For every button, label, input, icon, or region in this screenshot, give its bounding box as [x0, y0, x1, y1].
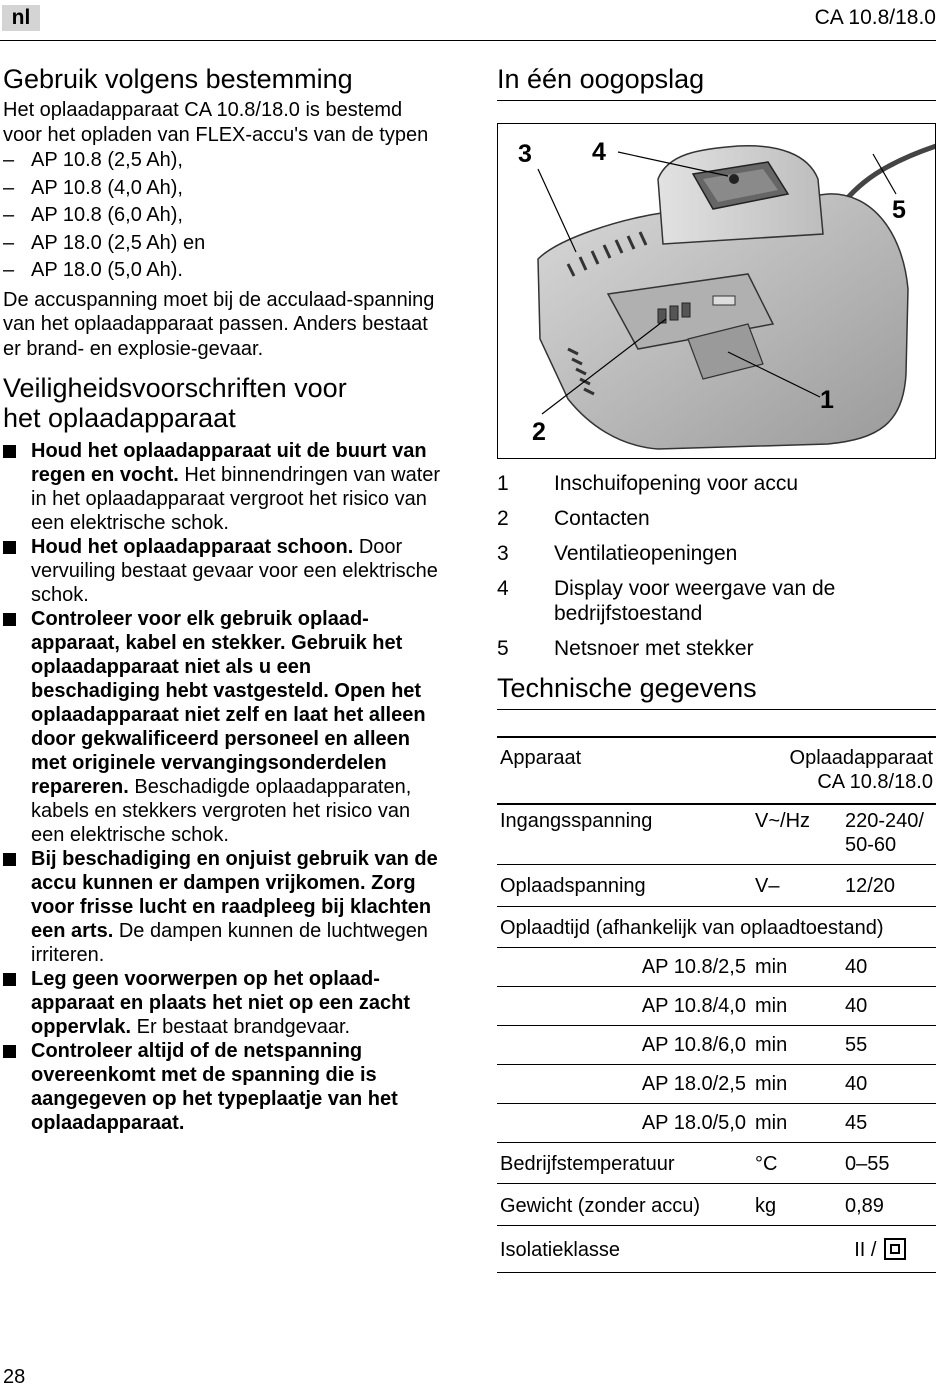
intended-use-intro: Het oplaadapparaat CA 10.8/18.0 is bestemd voor het opladen van FLEX-accu's van de typen	[3, 99, 429, 146]
table-row: Oplaadtijd (afhankelijk van oplaadtoestand)	[497, 907, 936, 948]
safety-item: Leg geen voorwerpen op het oplaad-apparaat en plaats het niet op een zacht oppervlak. Er bestaat brandgevaar.	[3, 967, 443, 1039]
head-label: Apparaat	[497, 737, 752, 804]
safety-item: Controleer altijd of de netspanning overeenkomt met de spanning die is aangegeven op het typeplaatje van het oplaadapparaat.	[3, 1039, 443, 1135]
legend-item: 4 Display voor weergave van de bedrijfstoestand	[497, 577, 836, 625]
table-row: AP 10.8/4,0 min 40	[497, 987, 936, 1026]
legend-item: 1 Inschuifopening voor accu	[497, 472, 798, 495]
table-row	[497, 737, 936, 804]
table-row: Oplaadspanning V– 12/20	[497, 865, 936, 907]
header-rule	[0, 40, 936, 41]
callout-5: 5	[892, 196, 906, 224]
list-item: – AP 18.0 (5,0 Ah).	[3, 257, 443, 285]
list-item: – AP 18.0 (2,5 Ah) en	[3, 230, 443, 258]
tech-title: Technische gegevens	[497, 671, 936, 710]
charger-drawing	[498, 124, 936, 459]
language-badge: nl	[2, 5, 40, 31]
bullet-square-icon	[3, 541, 16, 554]
list-item: – AP 10.8 (2,5 Ah),	[3, 147, 443, 175]
double-insulation-icon	[884, 1238, 906, 1260]
intended-use-title: Gebruik volgens bestemming	[3, 64, 353, 94]
bullet-square-icon	[3, 613, 16, 626]
bullet-square-icon	[3, 1045, 16, 1058]
table-row: Bedrijfstemperatuur °C 0–55	[497, 1143, 936, 1184]
voltage-note: De accuspanning moet bij de acculaad-spanning van het oplaadapparaat passen. Anders bestaat er brand- en explosie-gevaar.	[3, 288, 435, 360]
safety-item: Houd het oplaadapparaat uit de buurt van regen en vocht. Het binnendringen van water in het oplaadapparaat vergroot het risico van een elektrische schok.	[3, 439, 443, 535]
table-row: AP 18.0/5,0 min 45	[497, 1104, 936, 1143]
safety-list	[3, 439, 443, 1135]
page-number: 28	[3, 1366, 26, 1388]
document-id: CA 10.8/18.0	[814, 6, 936, 29]
table-row: AP 10.8/2,5 min 40	[497, 948, 936, 987]
insulation-value: II /	[854, 1239, 877, 1261]
safety-item: Controleer voor elk gebruik oplaad-apparaat, kabel en stekker. Gebruik het oplaadapparaat niet als u een beschadiging hebt vastgesteld. Open het oplaadapparaat niet zelf en laat het alleen door gekwalificeerd personeel en alleen met originele vervangingsonderdelen repareren. Beschadigde oplaadapparaten, kabels en stekkers vergroten het risico van een elektrische schok.	[3, 607, 443, 847]
left-column	[3, 62, 443, 1135]
list-item: – AP 10.8 (6,0 Ah),	[3, 202, 443, 230]
tech-table	[497, 736, 936, 1273]
figure-legend	[497, 471, 936, 661]
battery-type-list	[3, 147, 443, 285]
list-item: – AP 10.8 (4,0 Ah),	[3, 175, 443, 203]
callout-1: 1	[820, 386, 834, 414]
charger-illustration	[497, 123, 936, 459]
callout-2: 2	[532, 418, 546, 446]
legend-item: 3 Ventilatieopeningen	[497, 542, 738, 565]
overview-title: In één oogopslag	[497, 62, 936, 101]
table-row: Ingangsspanning V~/Hz 220-240/ 50-60	[497, 804, 936, 865]
table-row: AP 10.8/6,0 min 55	[497, 1026, 936, 1065]
table-row: AP 18.0/2,5 min 40	[497, 1065, 936, 1104]
callout-4: 4	[592, 138, 606, 166]
bullet-square-icon	[3, 973, 16, 986]
bullet-square-icon	[3, 445, 16, 458]
safety-title	[3, 373, 443, 433]
legend-item: 5 Netsnoer met stekker	[497, 637, 754, 660]
callout-3: 3	[518, 140, 532, 168]
right-column	[497, 62, 936, 1273]
safety-item: Houd het oplaadapparaat schoon. Door vervuiling bestaat gevaar voor een elektrische schok.	[3, 535, 443, 607]
table-row: Gewicht (zonder accu) kg 0,89	[497, 1184, 936, 1226]
safety-title-line1: Veiligheidsvoorschriften voor	[3, 373, 347, 403]
legend-item: 2 Contacten	[497, 507, 650, 530]
bullet-square-icon	[3, 853, 16, 866]
safety-item: Bij beschadiging en onjuist gebruik van de accu kunnen er dampen vrijkomen. Zorg voor frisse lucht en raadpleeg bij klachten een arts. De dampen kunnen de luchtwegen irriteren.	[3, 847, 443, 967]
table-row: Isolatieklasse II /	[497, 1226, 936, 1273]
head-value: Oplaadapparaat CA 10.8/18.0	[752, 737, 936, 804]
safety-title-line2: het oplaadapparaat	[3, 403, 236, 433]
